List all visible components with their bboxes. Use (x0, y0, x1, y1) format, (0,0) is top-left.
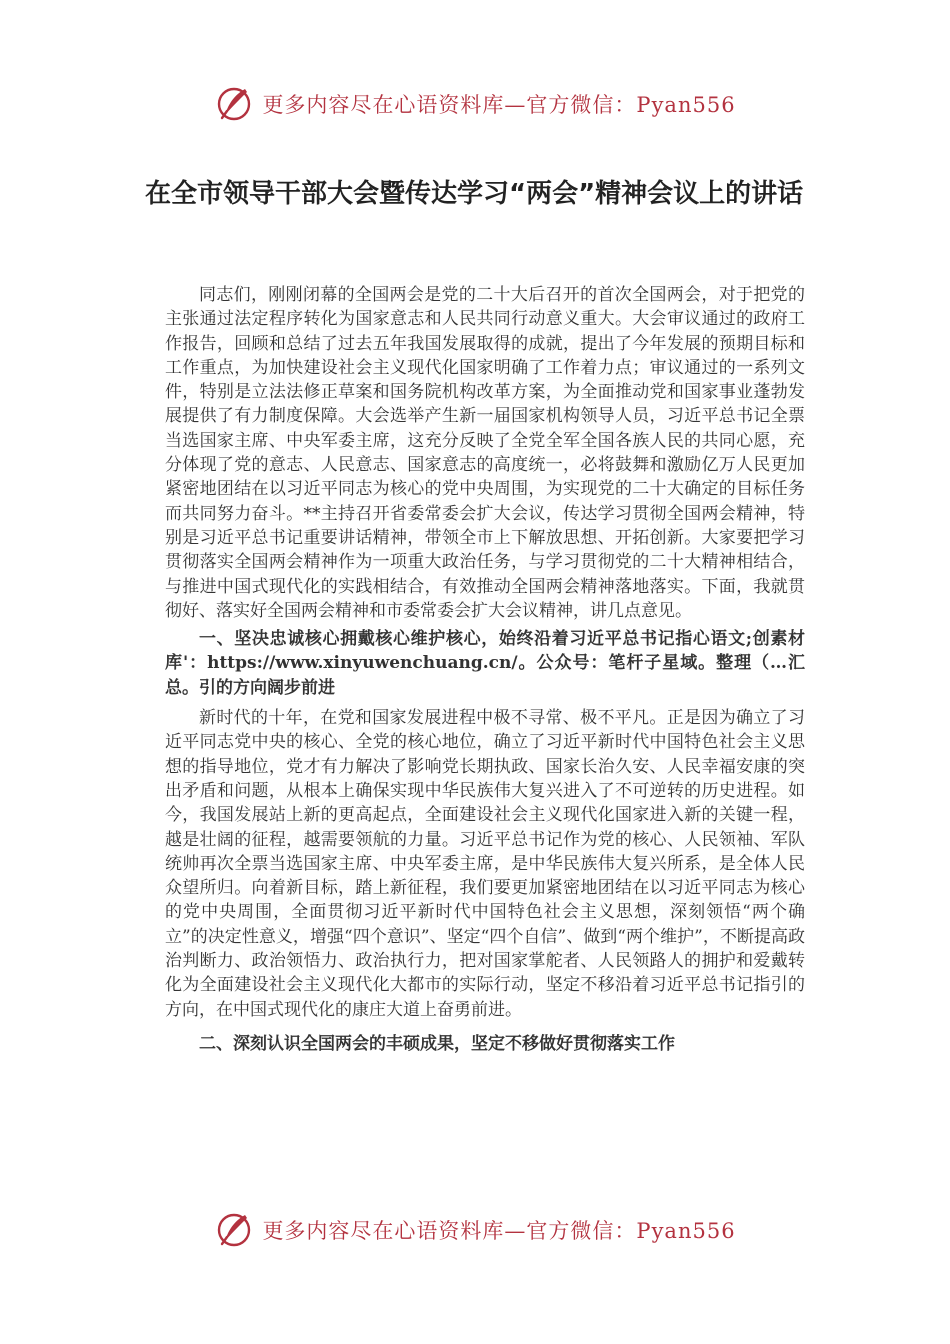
section-heading-2: 二、深刻认识全国两会的丰硕成果，坚定不移做好贯彻落实工作 (199, 1033, 675, 1054)
paragraph-intro: 同志们，刚刚闭幕的全国两会是党的二十大后召开的首次全国两会，对于把党的主张通过法定程序转化为国家意志和人民共同行动意义重大。大会审议通过的政府工作报告，回顾和总结了过去五年我国发展取得的成就，提出了今年发展的预期目标和工作重点，为加快建设社会主义现代化国家明确了工作着力点；审议通过的一系列文件，特别是立法法修正草案和国务院机构改革方案，为全面推动党和国家事业蓬勃发展提供了有力制度保障。大会选举产生新一届国家机构领导人员，习近平总书记全票当选国家主席、中央军委主席，这充分反映了全党全军全国各族人民的共同心愿，充分体现了党的意志、人民意志、国家意志的高度统一，必将鼓舞和激励亿万人民更加紧密地团结在以习近平同志为核心的党中央周围，为实现党的二十大确定的目标任务而共同努力奋斗。**主持召开省委常委会扩大会议，传达学习贯彻全国两会精神，特别是习近平总书记重要讲话精神，带领全市上下解放思想、开拓创新。大家要把学习贯彻落实全国两会精神作为一项重大政治任务，与学习贯彻党的二十大精神相结合，与推进中国式现代化的实践相结合，有效推动全国两会精神落地落实。下面，我就贯彻好、落实好全国两会精神和市委常委会扩大会议精神，讲几点意见。 (165, 285, 805, 621)
banner-text: 更多内容尽在心语资料库—官方微信：Pyan556 (262, 93, 736, 117)
quill-pen-icon (214, 84, 254, 124)
document-title: 在全市领导干部大会暨传达学习“两会”精神会议上的讲话 (145, 179, 804, 209)
section-heading-1: 一、坚决忠诚核心拥戴核心维护核心，始终沿着习近平总书记指心语文;创素材库'：https://www.xinyuwenchuang.cn/。公众号：笔杆子星域。整理（…汇总。引的方向阔步前进 (165, 629, 805, 698)
footer-banner (0, 1206, 950, 1254)
paragraph-section-1: 新时代的十年，在党和国家发展进程中极不寻常、极不平凡。正是因为确立了习近平同志党中央的核心、全党的核心地位，确立了习近平新时代中国特色社会主义思想的指导地位，党才有力解决了影响党长期执政、国家长治久安、人民幸福安康的突出矛盾和问题，从根本上确保实现中华民族伟大复兴进入了不可逆转的历史进程。如今，我国发展站上新的更高起点，全面建设社会主义现代化国家进入新的关键一程，越是壮阔的征程，越需要领航的力量。习近平总书记作为党的核心、人民领袖、军队统帅再次全票当选国家主席、中央军委主席，是中华民族伟大复兴所系，是全体人民众望所归。向着新目标，踏上新征程，我们要更加紧密地团结在以习近平同志为核心的党中央周围，全面贯彻习近平新时代中国特色社会主义思想，深刻领悟“两个确立”的决定性意义，增强“四个意识”、坚定“四个自信”、做到“两个维护”，不断提高政治判断力、政治领悟力、政治执行力，把对国家掌舵者、人民领路人的拥护和爱戴转化为全面建设社会主义现代化大都市的实际行动，坚定不移沿着习近平总书记指引的方向，在中国式现代化的康庄大道上奋勇前进。 (165, 708, 805, 1020)
header-banner (0, 80, 950, 128)
quill-pen-icon (214, 1210, 254, 1250)
document-body (165, 283, 805, 1056)
banner-text: 更多内容尽在心语资料库—官方微信：Pyan556 (262, 1219, 736, 1243)
